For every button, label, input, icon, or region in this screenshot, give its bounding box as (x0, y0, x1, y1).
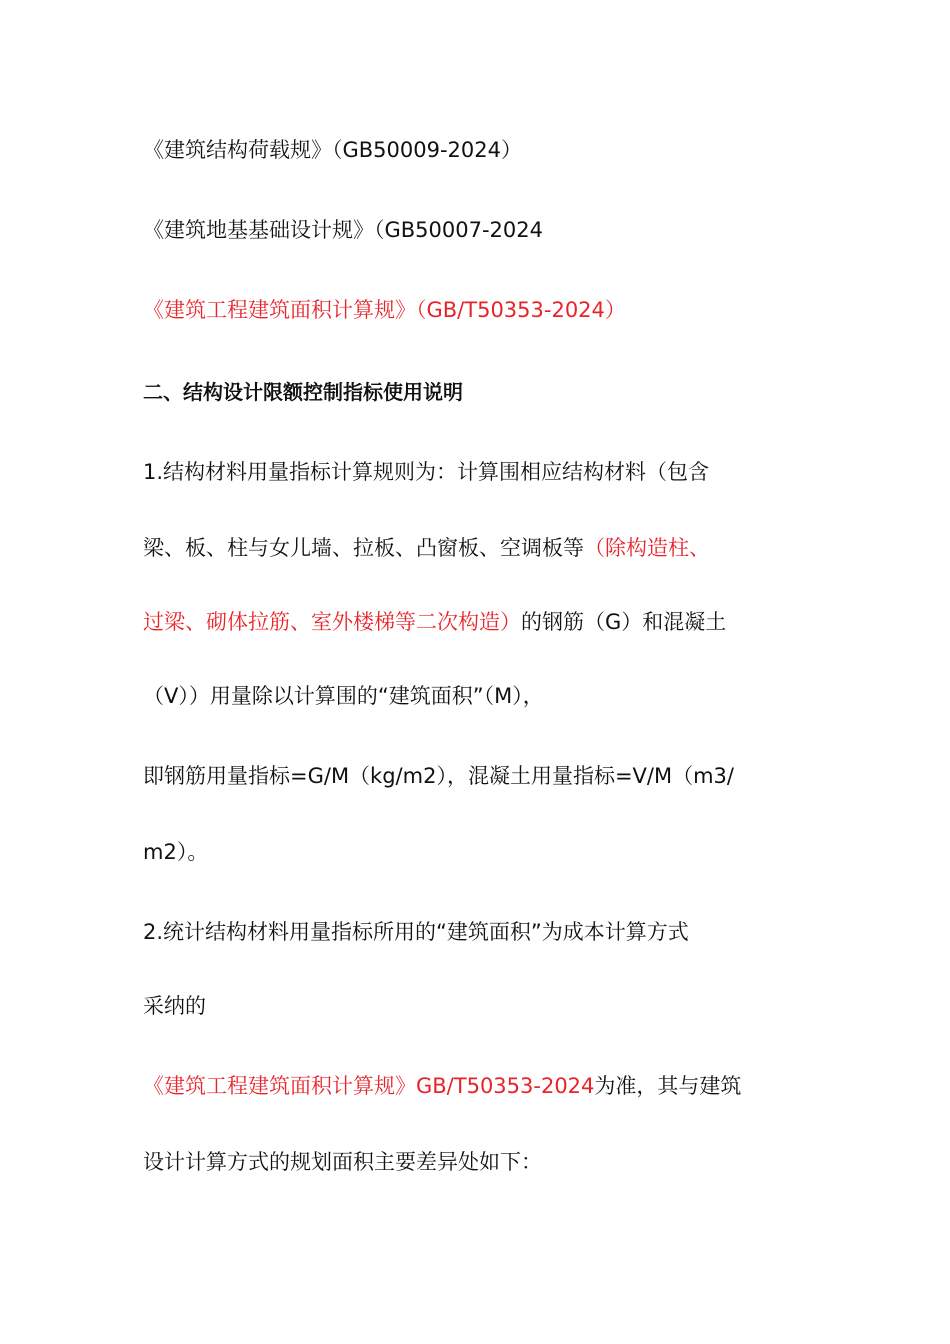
item2-line4: 设计计算方式的规划面积主要差异处如下： (143, 1150, 542, 1174)
item1-formula-end: m2）。 (143, 840, 209, 864)
section-heading: 二、结构设计限额控制指标使用说明 (143, 380, 463, 404)
item2-line3-text: 为准，其与建筑 (594, 1074, 742, 1098)
item1-line3-text: 的钢筋（G）和混凝土 (521, 610, 727, 634)
reference-foundation-code: 《建筑地基基础设计规》（GB50007-2024 (143, 218, 544, 242)
item2-line3 (143, 1076, 741, 1097)
reference-load-code: 《建筑结构荷载规》（GB50009-2024） (143, 138, 523, 162)
item1-line2-highlight: （除构造柱、 (584, 536, 710, 560)
reference-area-code: 《建筑工程建筑面积计算规》（GB/T50353-2024） (143, 298, 626, 322)
item1-line4: （V））用量除以计算围的“建筑面积”（M）， (143, 684, 544, 708)
item1-formula: 即钢筋用量指标=G/M（kg/m2），混凝土用量指标=V/M（m3/ (143, 764, 734, 788)
item1-line1: 1.结构材料用量指标计算规则为：计算围相应结构材料（包含 (143, 460, 710, 484)
item1-line3 (143, 612, 726, 633)
item1-line2 (143, 538, 710, 559)
item2-line1: 2.统计结构材料用量指标所用的“建筑面积”为成本计算方式 (143, 920, 689, 944)
item1-line3-highlight: 过梁、砌体拉筋、室外楼梯等二次构造） (143, 610, 521, 634)
item2-standard-highlight: 《建筑工程建筑面积计算规》GB/T50353-2024 (143, 1074, 595, 1098)
item1-line2-text: 梁、板、柱与女儿墙、拉板、凸窗板、空调板等 (143, 536, 584, 560)
item2-line2: 采纳的 (143, 994, 206, 1018)
